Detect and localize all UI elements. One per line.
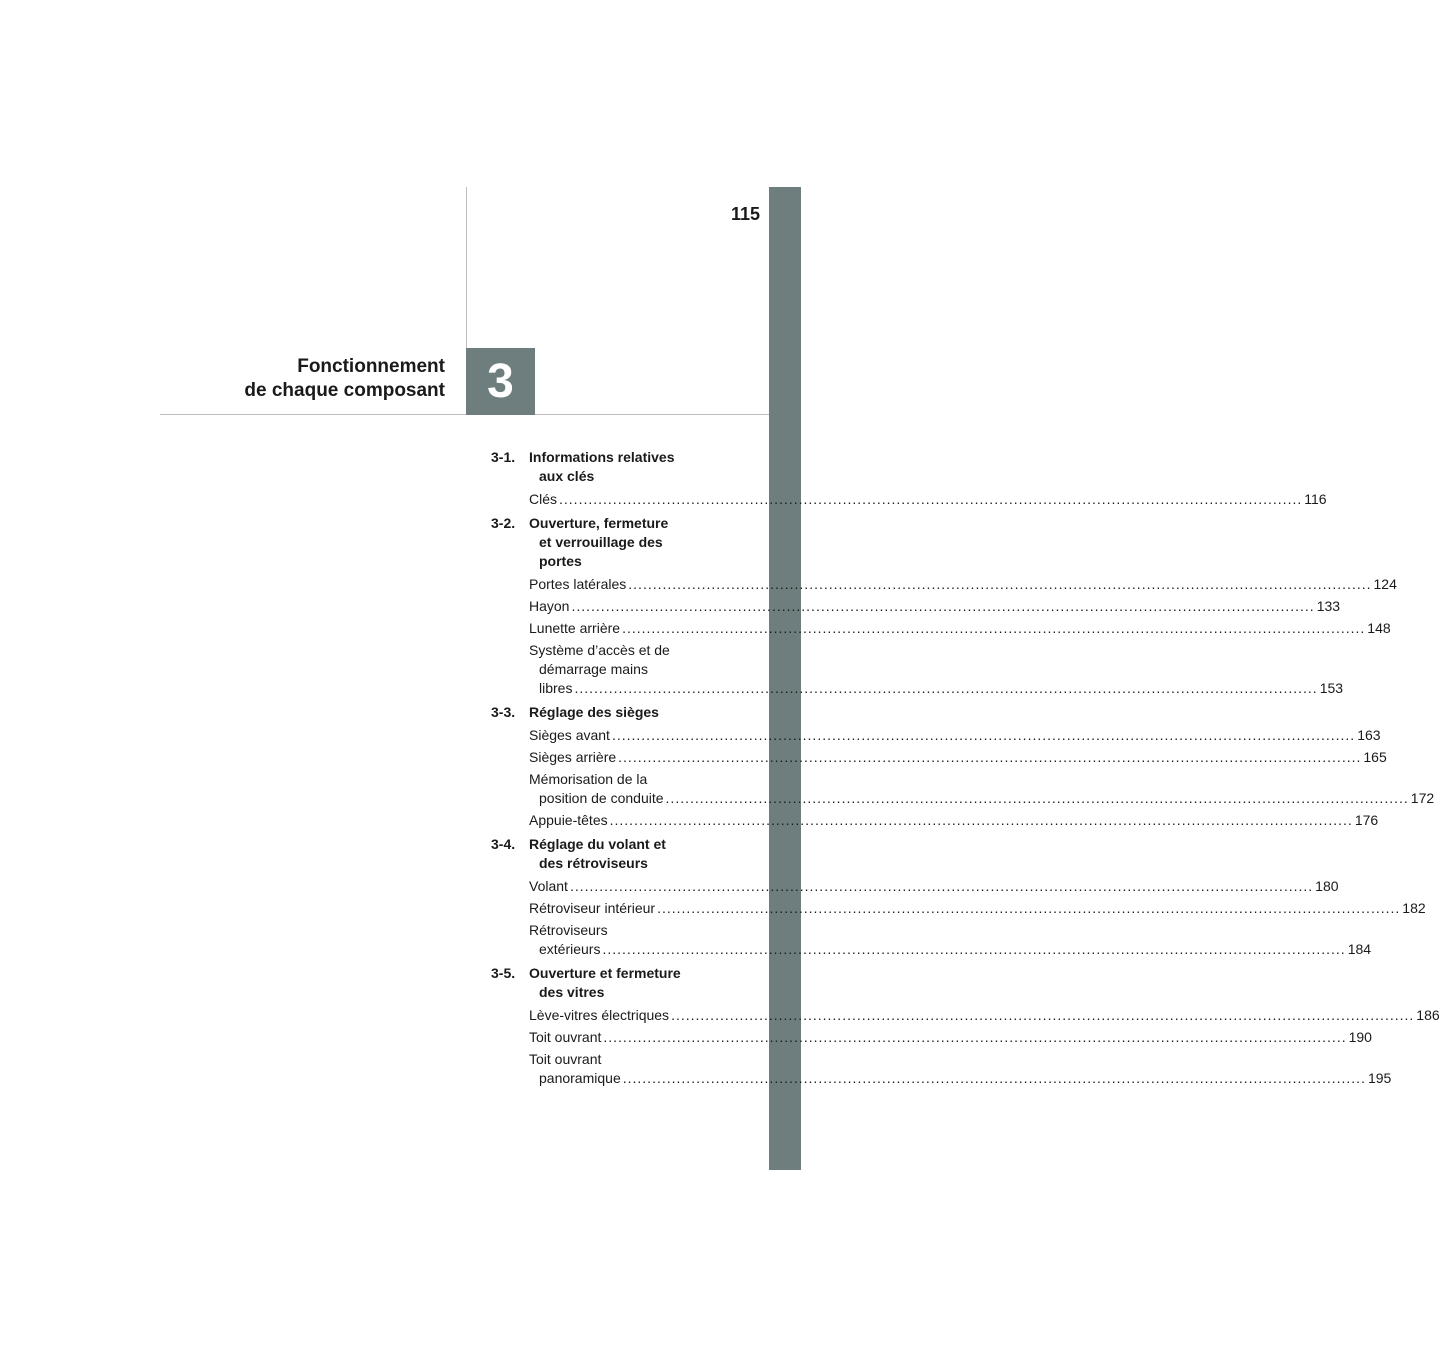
section-title-line: des rétroviseurs (539, 855, 648, 871)
section-heading (491, 448, 741, 486)
entry-title-line: Portes latérales (529, 576, 627, 592)
entry-title-line: Mémorisation de la (529, 771, 648, 787)
entry-title-line: Lunette arrière (529, 620, 621, 636)
section-title-line: des vitres (539, 984, 605, 1000)
dot-leader (618, 748, 1361, 767)
entry-title-line: position de conduite (539, 790, 664, 806)
dot-leader (602, 941, 1345, 957)
toc-entry[interactable] (491, 1028, 1372, 1047)
chapter-title (160, 355, 445, 403)
toc-section (491, 514, 1397, 698)
page-number: 115 (730, 204, 760, 224)
entry-page-number: 180 (1315, 878, 1339, 894)
entry-title-line: Clés (529, 491, 558, 507)
toc-section (491, 703, 1435, 830)
entry-page-number: 195 (1367, 1070, 1392, 1086)
toc-entry[interactable] (491, 748, 1387, 767)
entry-title-line: Sièges avant (529, 727, 610, 743)
dot-leader (623, 1070, 1366, 1086)
toc-entry[interactable] (491, 597, 1341, 616)
entry-leader-row (529, 726, 1381, 745)
entry-page-number: 182 (1402, 900, 1426, 916)
section-heading (491, 835, 741, 873)
entry-leader-row (529, 877, 1339, 896)
entry-title-line: Appuie-têtes (529, 812, 608, 828)
toc-entry[interactable] (491, 575, 1397, 594)
entry-title-line: Toit ouvrant (529, 1029, 602, 1045)
section-heading (491, 703, 741, 722)
toc-entry[interactable] (491, 641, 1344, 698)
toc-entry[interactable] (491, 811, 1379, 830)
entry-leader-row (529, 940, 1372, 959)
dot-leader (570, 877, 1313, 896)
entry-page-number: 176 (1354, 812, 1379, 828)
entry-title-line: démarrage mains (539, 661, 648, 677)
entry-title-line: Lève-vitres électriques (529, 1007, 670, 1023)
dot-leader (574, 680, 1317, 696)
entry-page-number: 124 (1373, 576, 1397, 592)
entry-leader-row (529, 597, 1341, 616)
dot-leader (610, 811, 1353, 830)
entry-page-number: 165 (1363, 749, 1387, 765)
entry-leader-row (529, 575, 1397, 594)
entry-leader-row (529, 1006, 1440, 1025)
chapter-title-line1: Fonctionnement (297, 356, 445, 377)
dot-leader (666, 790, 1409, 806)
entry-title-line: Toit ouvrant (529, 1051, 602, 1067)
section-number: 3-2. (491, 515, 516, 531)
entry-page-number: 116 (1304, 491, 1327, 507)
entry-leader-row (529, 899, 1426, 918)
entry-page-number: 184 (1347, 941, 1372, 957)
dot-leader (571, 597, 1314, 616)
entry-title-line: Rétroviseurs (529, 922, 608, 938)
entry-title-line: panoramique (539, 1070, 621, 1086)
entry-leader-row (529, 748, 1387, 767)
entry-page-number: 190 (1348, 1029, 1372, 1045)
entry-title-line: Volant (529, 878, 568, 894)
toc-entry[interactable] (491, 877, 1339, 896)
entry-page-number: 148 (1367, 620, 1391, 636)
entry-leader-row (529, 619, 1391, 638)
toc-entry[interactable] (491, 899, 1426, 918)
entry-leader-row (529, 789, 1435, 808)
section-heading (491, 964, 741, 1002)
toc-section (491, 835, 1426, 959)
chapter-number: 3 (487, 355, 514, 408)
toc-entry[interactable] (491, 619, 1391, 638)
dot-leader (559, 490, 1302, 509)
entry-title-line: extérieurs (539, 941, 601, 957)
entry-leader-row (529, 811, 1379, 830)
dot-leader (657, 899, 1400, 918)
toc-entry[interactable] (491, 726, 1381, 745)
vertical-rule (466, 187, 467, 348)
entry-page-number: 163 (1357, 727, 1381, 743)
section-title-line: Ouverture et fermeture (529, 965, 681, 981)
entry-leader-row (529, 490, 1327, 509)
entry-leader-row (529, 1028, 1372, 1047)
dot-leader (612, 726, 1355, 745)
section-number: 3-1. (491, 449, 516, 465)
section-number: 3-3. (491, 704, 516, 720)
toc-entry[interactable] (491, 490, 1327, 509)
horizontal-rule (160, 414, 769, 415)
dot-leader (622, 619, 1365, 638)
section-number: 3-5. (491, 965, 516, 981)
entry-leader-row (529, 679, 1344, 698)
chapter-title-line2: de chaque composant (244, 380, 445, 401)
section-title-line: portes (539, 553, 582, 569)
chapter-number-box (466, 348, 535, 415)
entry-page-number: 172 (1410, 790, 1435, 806)
toc-section (491, 964, 1440, 1088)
table-of-contents (491, 448, 1440, 1093)
entry-page-number: 186 (1416, 1007, 1440, 1023)
entry-title-line: libres (539, 680, 573, 696)
section-number: 3-4. (491, 836, 516, 852)
section-title-line: Ouverture, fermeture (529, 515, 669, 531)
entry-page-number: 153 (1319, 680, 1344, 696)
toc-section (491, 448, 1327, 509)
dot-leader (628, 575, 1371, 594)
entry-leader-row (529, 1069, 1392, 1088)
entry-title-line: Système d’accès et de (529, 642, 670, 658)
entry-title-line: Sièges arrière (529, 749, 617, 765)
toc-entry[interactable] (491, 1006, 1440, 1025)
section-title-line: Réglage des sièges (529, 704, 659, 720)
entry-title-line: Rétroviseur intérieur (529, 900, 656, 916)
toc-entry[interactable] (491, 770, 1435, 808)
section-title-line: et verrouillage des (539, 534, 663, 550)
dot-leader (671, 1006, 1414, 1025)
section-title-line: Informations relatives (529, 449, 675, 465)
section-heading (491, 514, 741, 571)
dot-leader (603, 1028, 1346, 1047)
toc-entry[interactable] (491, 921, 1372, 959)
entry-page-number: 133 (1316, 598, 1341, 614)
toc-entry[interactable] (491, 1050, 1392, 1088)
entry-title-line: Hayon (529, 598, 570, 614)
section-title-line: Réglage du volant et (529, 836, 666, 852)
section-title-line: aux clés (539, 468, 595, 484)
